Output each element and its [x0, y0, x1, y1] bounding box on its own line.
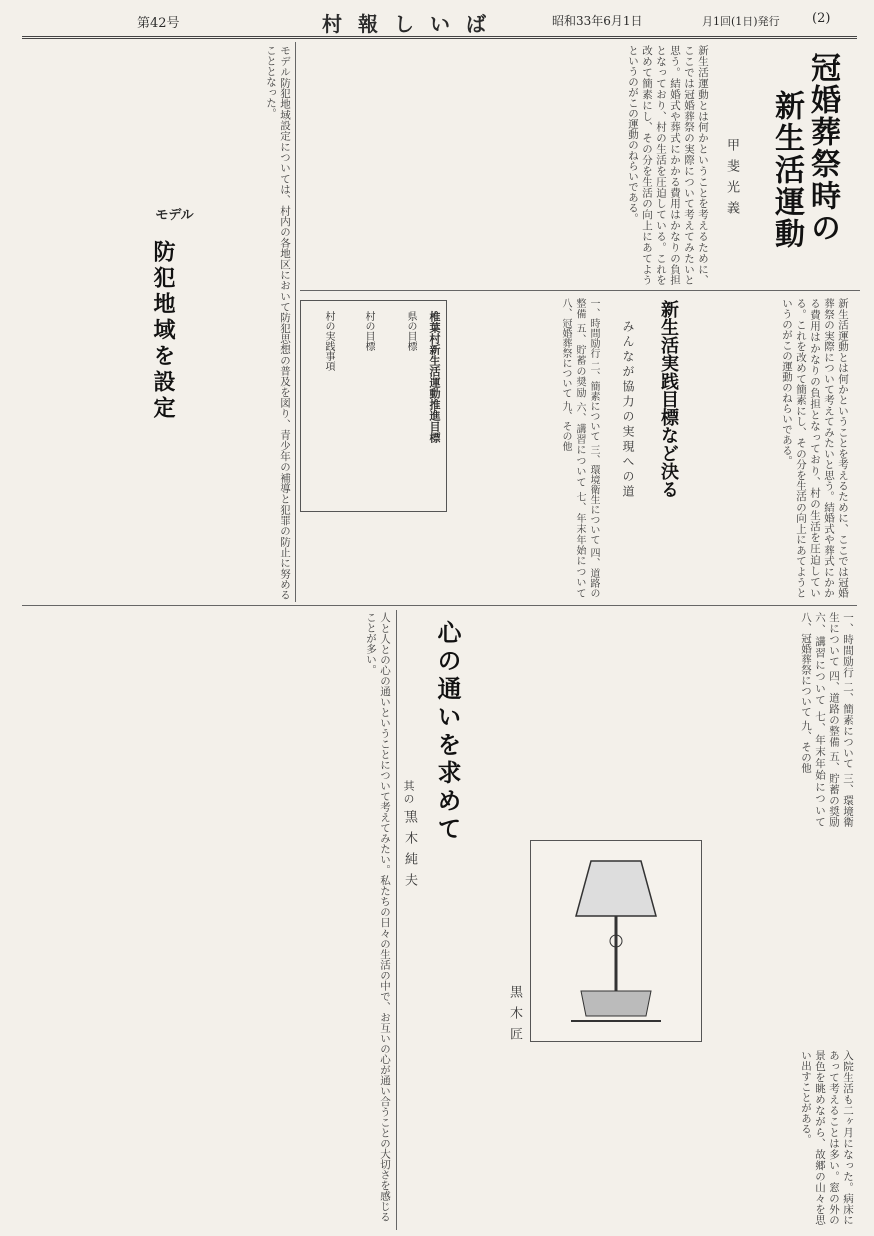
publication-frequency: 月1回(1日)発行 — [702, 15, 780, 28]
headline-plan: 新生活実践目標など決る — [658, 300, 679, 498]
masthead — [22, 6, 857, 39]
article-main-body: 新生活運動とは何かということを考えるために、ここでは冠婚葬祭の実際について考えてみたいと思う。結婚式や葬式にかかる費用はかなりの負担となっており、村の生活を圧迫している。これを改めて簡素にし、その分を生活の向上にあてようというのがこの運動のねらいである。 — [627, 45, 709, 285]
lamp-icon — [531, 841, 701, 1041]
goals-table-header-3: 村の実践事項 — [323, 311, 334, 371]
divider — [396, 610, 397, 1230]
article-heart-body: 人と人との心の通いということについて考えてみたい。私たちの日々の生活の中で、お互いの心が通い合うことの大切さを感じることが多い。 — [365, 612, 391, 1222]
divider — [295, 42, 296, 602]
lamp-illustration — [530, 840, 702, 1042]
page-number: (2) — [812, 11, 831, 26]
headline-main-2: 新生活運動 — [769, 90, 804, 250]
goals-table-header-2: 村の目標 — [363, 311, 374, 351]
subheadline-plan: みんなが協力の実現への道 — [621, 320, 635, 500]
byline-heart: 黒木純夫 — [402, 810, 417, 894]
article-sickbed-body: 入院生活も二ヶ月になった。病床にあって考えることは多い。窓の外の景色を眺めながら、故郷の山々を思い出すことがある。 — [800, 1050, 854, 1225]
divider — [22, 605, 857, 606]
headline-heart: 心の通いを求めて — [433, 620, 462, 844]
article-plan-body: 一、時間励行 二、簡素について 三、環境衛生について 四、道路の整備 五、貯蓄の奨励 六、講習について 七、年末年始について 八、冠婚葬祭について 九、その他 — [560, 298, 599, 598]
goals-table — [300, 300, 447, 512]
byline-main: 甲斐光義 — [724, 138, 739, 222]
publication-date: 昭和33年6月1日 — [552, 14, 643, 28]
goals-table-title: 椎葉村新生活運動推進目標 — [428, 311, 441, 443]
issue-number: 第42号 — [137, 16, 180, 31]
newspaper-title: 村報しいば — [322, 12, 502, 36]
goals-table-header-1: 県の目標 — [405, 311, 416, 351]
heart-part: 其の一 — [402, 780, 415, 819]
divider — [300, 290, 860, 291]
article-crime-body: モデル防犯地域設定については、村内の各地区において防犯思想の普及を図り、青少年の補導と犯罪の防止に努めることとなった。 — [265, 45, 291, 600]
article-main-body-2: 新生活運動とは何かということを考えるために、ここでは冠婚葬祭の実際について考えてみたいと思う。結婚式や葬式にかかる費用はかなりの負担となっており、村の生活を圧迫している。これを改めて簡素にし、その分を生活の向上にあてようというのがこの運動のねらいである。 — [781, 298, 849, 598]
headline-crime: 防犯地域を設定 — [150, 240, 176, 422]
article-plan-body-2: 一、時間励行 二、簡素について 三、環境衛生について 四、道路の整備 五、貯蓄の奨励 六、講習について 七、年末年始について 八、冠婚葬祭について 九、その他 — [800, 612, 854, 827]
model-tag: モデル — [155, 208, 194, 223]
byline-sickbed: 黒木匠 — [507, 985, 522, 1048]
headline-main-1: 冠婚葬祭時の — [805, 52, 840, 244]
